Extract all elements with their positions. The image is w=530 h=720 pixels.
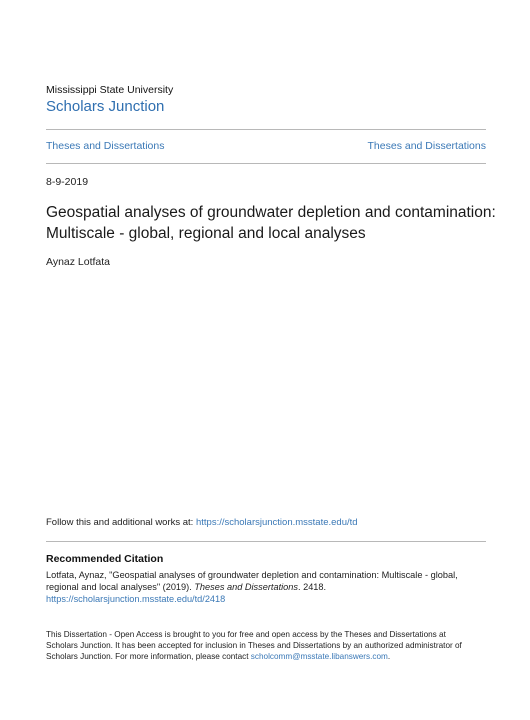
recommended-citation-heading: Recommended Citation	[46, 553, 164, 565]
disclaimer-text: Scholars Junction. For more information, please contact	[46, 652, 251, 661]
collection-link-left[interactable]: Theses and Dissertations	[46, 140, 165, 152]
disclaimer-line-3	[46, 651, 496, 662]
citation-text-b: . 2418.	[297, 582, 327, 592]
follow-link[interactable]: https://scholarsjunction.msstate.edu/td	[195, 517, 358, 528]
citation-series: Theses and Dissertations	[194, 582, 298, 592]
citation-link[interactable]: https://scholarsjunction.msstate.edu/td/2418	[46, 594, 226, 604]
document-title	[46, 202, 496, 244]
citation-line-2	[46, 581, 486, 593]
institution-name: Mississippi State University	[46, 84, 174, 96]
collection-link-right[interactable]: Theses and Dissertations	[367, 140, 486, 152]
citation-line-1: Lotfata, Aynaz, "Geospatial analyses of groundwater depletion and contamination: Multiscale - global,	[46, 570, 458, 580]
author-name: Aynaz Lotfata	[46, 256, 111, 268]
disclaimer-line-2: Scholars Junction. It has been accepted for inclusion in Theses and Dissertations by an authorized administrator of	[46, 641, 462, 650]
follow-text: Follow this and additional works at:	[46, 517, 196, 528]
citation-divider	[46, 541, 486, 542]
header-divider-top	[46, 129, 486, 130]
disclaimer-line-1: This Dissertation - Open Access is brought to you for free and open access by the Theses and Dissertations at	[46, 630, 446, 639]
repository-link[interactable]: Scholars Junction	[46, 98, 165, 115]
disclaimer-end: .	[387, 652, 391, 661]
header-divider-bottom	[46, 163, 486, 164]
access-disclaimer	[46, 629, 496, 662]
follow-line	[46, 517, 358, 528]
document-title-line-1: Geospatial analyses of groundwater depletion and contamination:	[46, 204, 496, 221]
contact-email-link[interactable]: scholcomm@msstate.libanswers.com	[250, 652, 388, 661]
recommended-citation-text	[46, 569, 486, 605]
citation-line-3	[46, 593, 486, 605]
citation-text-a: regional and local analyses" (2019).	[46, 582, 195, 592]
publication-date: 8-9-2019	[46, 176, 89, 188]
document-title-line-2: Multiscale - global, regional and local analyses	[46, 225, 366, 242]
